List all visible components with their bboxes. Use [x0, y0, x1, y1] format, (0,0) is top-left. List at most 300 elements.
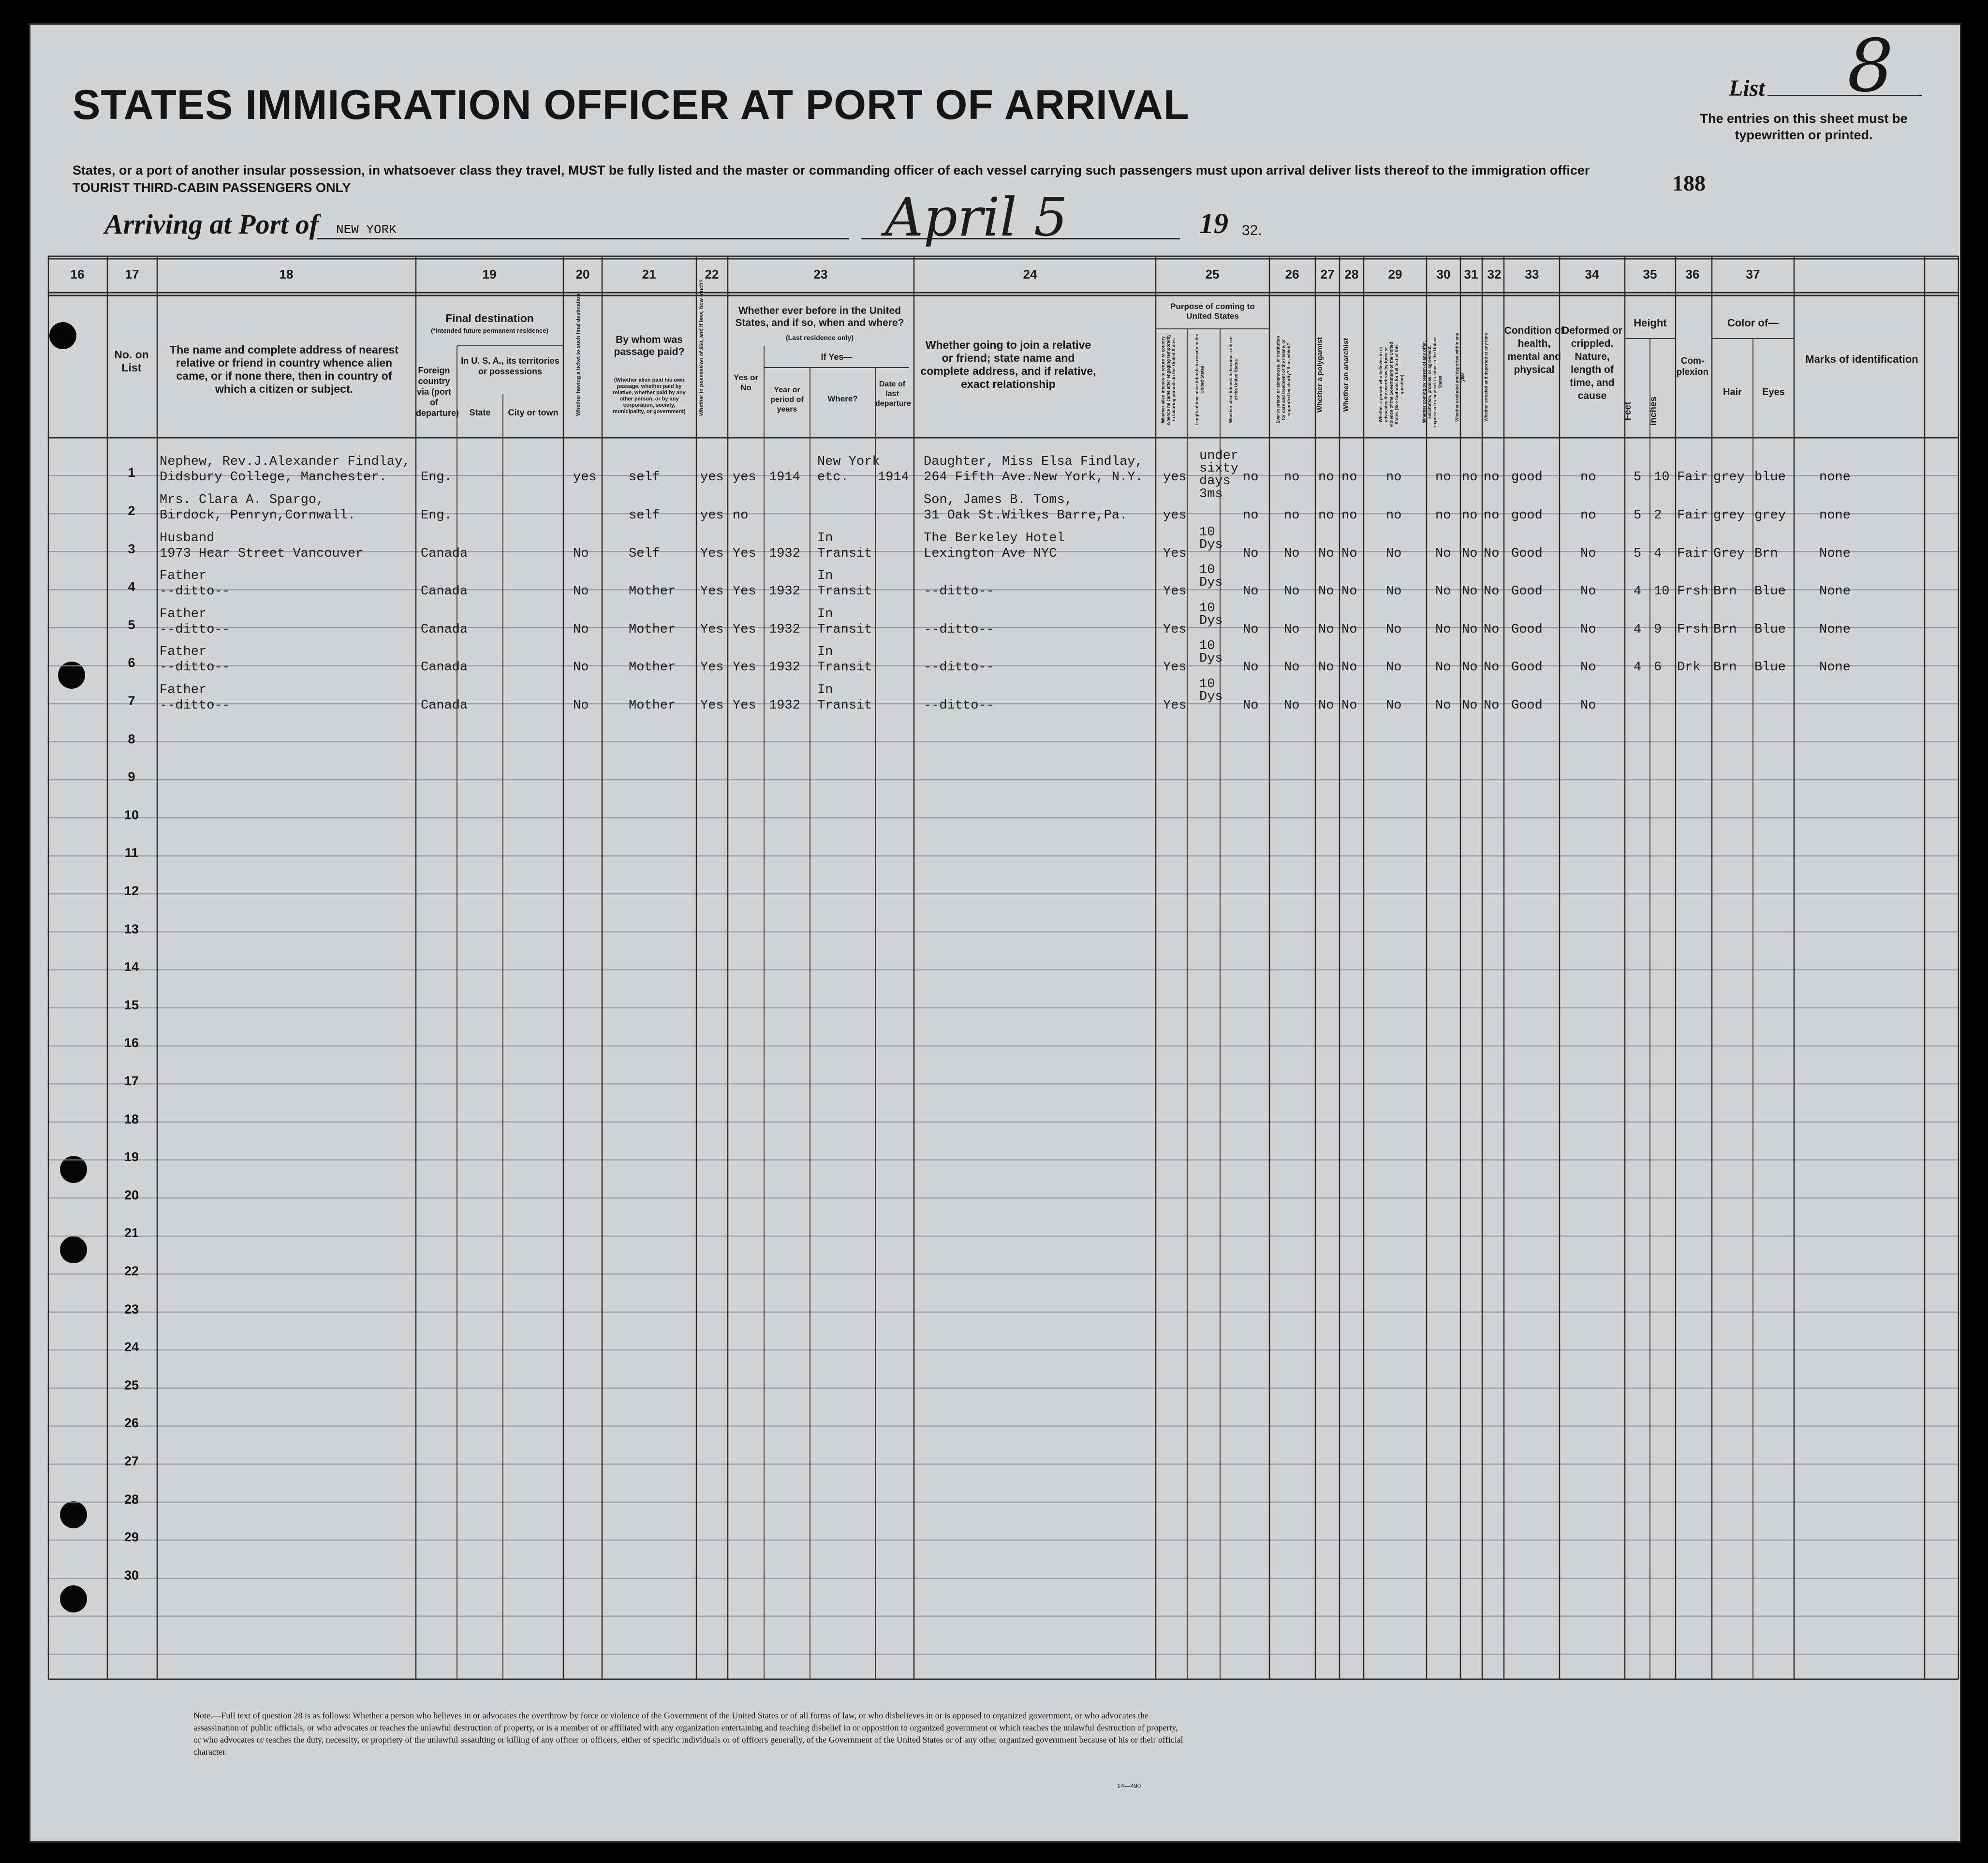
entry-purpose: Yes — [1163, 584, 1187, 599]
column-number: 36 — [1685, 267, 1700, 281]
entry-feet: 4 — [1634, 622, 1642, 637]
entry-overthrow: No — [1386, 584, 1402, 599]
entry-citizen: No — [1243, 698, 1259, 713]
arrival-date: April 5 — [885, 186, 1068, 248]
entry-before: Yes — [733, 698, 756, 713]
column-number: 22 — [705, 267, 719, 281]
entry-health: Good — [1511, 698, 1543, 713]
header-purpose-citizen: Whether alien intends to become a citizen of the United States — [1228, 336, 1238, 423]
entry-polygamist: No — [1318, 546, 1334, 561]
header-color: Color of— — [1727, 317, 1779, 329]
entry-where-1: In — [817, 531, 833, 546]
entry-money: Yes — [700, 584, 724, 599]
entry-hair: Grey — [1713, 546, 1745, 561]
column-number: 34 — [1585, 267, 1599, 281]
header-final-destination: Final destination — [445, 312, 534, 325]
entry-marks: none — [1819, 470, 1851, 485]
entry-marks: None — [1819, 622, 1851, 637]
entry-money: Yes — [700, 698, 724, 713]
entry-offer: No — [1435, 622, 1451, 637]
column-number: 29 — [1388, 267, 1402, 281]
entry-length-1: 10 — [1199, 639, 1215, 654]
row-number: 24 — [124, 1340, 139, 1355]
column-number: 32 — [1487, 267, 1502, 281]
entry-join-2: --ditto-- — [924, 584, 994, 599]
year-suffix: 32. — [1242, 222, 1262, 238]
header-foreign-country: Foreign country via (port of departure) — [416, 366, 459, 418]
entry-relative-1: Father — [160, 645, 207, 660]
row-number: 21 — [124, 1226, 139, 1241]
row-number: 2 — [128, 503, 135, 518]
header-polygamist: Whether a polygamist — [1316, 337, 1324, 413]
entry-prison: No — [1284, 660, 1300, 675]
entry-foreign: Eng. — [421, 508, 452, 523]
entry-health: Good — [1511, 622, 1543, 637]
entry-arrested: no — [1484, 470, 1500, 485]
row-number: 11 — [124, 845, 139, 860]
entry-deformed: No — [1580, 584, 1596, 599]
header-height: Height — [1634, 317, 1667, 329]
entry-offer: No — [1435, 584, 1451, 599]
row-number: 20 — [124, 1187, 139, 1202]
entry-paid: Self — [629, 546, 660, 561]
entry-feet: 5 — [1634, 508, 1642, 523]
entry-length-2: Dys — [1199, 689, 1223, 704]
column-number: 19 — [482, 267, 497, 281]
entry-feet: 5 — [1634, 470, 1642, 485]
row-number: 14 — [124, 960, 139, 975]
entry-year: 1932 — [769, 546, 800, 561]
entry-length-1: 3ms — [1199, 487, 1223, 502]
row-number: 12 — [124, 883, 139, 898]
footnote: Note.—Full text of question 28 is as follows: Whether a person who believes in or advocates the overthrow by force or violence of the Government of the United States or of all forms of law, or who disbelieves in or is opposed to organized government, or who advocates the assassination of public officials, or who advocates or teaches the unlawful destruction of property, or is a member of or affiliated with any organization entertaining and teaching disbelief in or opposition to organized government or which teaches the unlawful destruction of property, or who advocates or teaches the duty, necessity, or propriety of the unlawful assaulting or killing of any officer or officers, either of specific individuals or of officers generally, of the Government of the United States or of any other organized government because of his or their official character. — [193, 1711, 1183, 1757]
entry-prison: No — [1284, 698, 1300, 713]
arrival-port: NEW YORK — [336, 222, 397, 237]
entry-deformed: No — [1580, 546, 1596, 561]
header-going-to-join: Whether going to join a relative or friend; state name and complete address, and if relative, exact relationship — [920, 339, 1096, 390]
entry-hair: grey — [1713, 470, 1745, 485]
entry-complexion: Fair — [1677, 546, 1708, 561]
entry-hair: Brn — [1713, 660, 1737, 675]
entry-length-2: Dys — [1199, 651, 1223, 666]
entry-feet: 4 — [1634, 584, 1642, 599]
header-ticket: Whether having a ticket to such final destination — [575, 293, 581, 416]
entry-health: good — [1511, 470, 1543, 485]
entry-ticket: No — [573, 622, 589, 637]
header-before-yes-no: Yes or No — [733, 373, 759, 392]
entry-length-2: Dys — [1199, 576, 1223, 591]
entry-money: Yes — [700, 546, 724, 561]
entry-eyes: Brn — [1754, 546, 1778, 561]
entry-eyes: blue — [1754, 470, 1786, 485]
entry-foreign: Canada — [421, 698, 468, 713]
entry-relative-1: Mrs. Clara A. Spargo, — [160, 492, 324, 507]
row-number: 10 — [124, 807, 139, 822]
header-final-destination-note: (*Intended future permanent residence) — [431, 327, 548, 334]
column-number: 28 — [1344, 267, 1359, 281]
entry-foreign: Canada — [421, 546, 468, 561]
entry-arrested: No — [1484, 698, 1500, 713]
entry-deformed: no — [1580, 508, 1596, 523]
entry-length-3: days — [1199, 474, 1231, 489]
entry-deformed: No — [1580, 698, 1596, 713]
entry-departure: 1914 — [878, 470, 909, 485]
entry-where-1: In — [817, 645, 833, 660]
header-eyes: Eyes — [1762, 387, 1785, 398]
entry-before: yes — [733, 470, 756, 485]
entry-citizen: no — [1243, 470, 1259, 485]
list-number: 8 — [1847, 24, 1894, 108]
entry-eyes: Blue — [1754, 584, 1786, 599]
column-number: 33 — [1525, 267, 1539, 281]
entry-relative-1: Father — [160, 682, 207, 697]
entry-marks: none — [1819, 508, 1851, 523]
entry-health: good — [1511, 508, 1543, 523]
entry-paid: Mother — [629, 660, 676, 675]
entry-length-2: Dys — [1199, 613, 1223, 628]
entry-relative-2: Birdock, Penryn,Cornwall. — [160, 508, 356, 523]
entry-inches: 10 — [1654, 470, 1670, 485]
entry-foreign: Canada — [421, 622, 468, 637]
entry-relative-2: --ditto-- — [160, 584, 230, 599]
header-deformed: Deformed or crippled. Nature, length of time, and cause — [1562, 325, 1622, 401]
entry-prison: no — [1284, 470, 1300, 485]
entry-eyes: grey — [1754, 508, 1786, 523]
entry-where-2: Transit — [817, 698, 872, 713]
entry-purpose: Yes — [1163, 622, 1187, 637]
header-before-in-us: Whether ever before in the United States, and if so, when and where? — [735, 305, 904, 328]
entry-before: no — [733, 508, 749, 523]
entry-paid: self — [629, 470, 660, 485]
entry-excluded: no — [1462, 470, 1478, 485]
entry-offer: No — [1435, 698, 1451, 713]
entry-relative-2: Didsbury College, Manchester. — [160, 470, 387, 485]
row-number: 15 — [124, 997, 139, 1012]
row-number: 16 — [124, 1035, 139, 1050]
entry-money: Yes — [700, 660, 724, 675]
header-offer: Whether coming by reason of any offer, solicitation, promise, or agreement, expressed or implied, to labor in the United States — [1422, 337, 1443, 427]
entry-offer: no — [1435, 470, 1451, 485]
entry-where-2: Transit — [817, 546, 872, 561]
column-number: 35 — [1643, 267, 1657, 281]
entry-overthrow: no — [1386, 508, 1402, 523]
entry-join-1: Son, James B. Toms, — [924, 492, 1073, 507]
entry-join-2: --ditto-- — [924, 698, 994, 713]
entry-deformed: No — [1580, 660, 1596, 675]
arriving-label: Arriving at Port of — [104, 208, 319, 240]
entry-relative-2: --ditto-- — [160, 698, 230, 713]
entry-purpose: yes — [1163, 470, 1187, 485]
year-prefix: 19 — [1199, 207, 1228, 239]
entry-ticket: No — [573, 698, 589, 713]
entry-overthrow: No — [1386, 622, 1402, 637]
header-passage-paid: By whom was passage paid? — [614, 334, 685, 357]
column-number: 25 — [1205, 267, 1220, 281]
entry-join-2: --ditto-- — [924, 622, 994, 637]
entry-anarchist: no — [1341, 508, 1357, 523]
entry-polygamist: No — [1318, 698, 1334, 713]
row-number: 19 — [124, 1150, 139, 1165]
header-last-departure: Date of last departure — [875, 380, 911, 408]
entry-length-1: 10 — [1199, 677, 1215, 692]
form-title: STATES IMMIGRATION OFFICER AT PORT OF ARRIVAL — [73, 82, 1190, 128]
entries-notice: The entries on this sheet must be typewritten or printed. — [1700, 111, 1908, 142]
entry-arrested: No — [1484, 584, 1500, 599]
entry-feet: 5 — [1634, 546, 1642, 561]
column-number: 30 — [1436, 267, 1451, 281]
entry-citizen: No — [1243, 622, 1259, 637]
header-excluded: Whether excluded and deported within one year — [1455, 333, 1465, 422]
row-number: 27 — [124, 1453, 139, 1468]
column-number: 26 — [1285, 267, 1299, 281]
entry-where-1: In — [817, 569, 833, 584]
entry-complexion: Fair — [1677, 508, 1708, 523]
entry-health: Good — [1511, 584, 1543, 599]
entry-ticket: No — [573, 584, 589, 599]
entry-overthrow: No — [1386, 660, 1402, 675]
entry-where-1: New York — [817, 455, 880, 470]
form-number: 14—490 — [1117, 1782, 1141, 1789]
header-purpose-length: Length of time alien intends to remain in the United States — [1194, 334, 1205, 426]
entry-before: Yes — [733, 584, 756, 599]
entry-inches: 2 — [1654, 508, 1662, 523]
column-number: 18 — [279, 267, 294, 281]
header-marks: Marks of identification — [1805, 353, 1918, 365]
column-number: 37 — [1746, 267, 1760, 281]
entry-health: Good — [1511, 660, 1543, 675]
entry-where-2: Transit — [817, 584, 872, 599]
entry-complexion: Frsh — [1677, 584, 1708, 599]
entry-complexion: Fair — [1677, 470, 1708, 485]
entry-ticket: No — [573, 660, 589, 675]
entry-where-1: In — [817, 682, 833, 697]
header-purpose: Purpose of coming to United States — [1170, 302, 1255, 321]
header-money: Whether in possession of $50, and if less, how much? — [699, 279, 705, 416]
entry-prison: No — [1284, 622, 1300, 637]
column-number: 31 — [1464, 267, 1478, 281]
entry-purpose: Yes — [1163, 546, 1187, 561]
entry-purpose: Yes — [1163, 660, 1187, 675]
entry-hair: Brn — [1713, 584, 1737, 599]
entry-anarchist: No — [1341, 698, 1357, 713]
column-number: 17 — [125, 267, 139, 281]
row-number: 29 — [124, 1530, 139, 1545]
header-year: Year or period of years — [770, 386, 804, 414]
list-label: List — [1729, 75, 1765, 101]
entry-polygamist: No — [1318, 622, 1334, 637]
entry-polygamist: No — [1318, 584, 1334, 599]
entry-where-2: etc. — [817, 470, 849, 485]
entry-join-2: Lexington Ave NYC — [924, 546, 1057, 561]
header-inches: Inches — [1649, 396, 1659, 426]
entry-where-1: In — [817, 606, 833, 621]
page-number: 188 — [1672, 171, 1706, 195]
entry-health: Good — [1511, 546, 1543, 561]
entry-relative-1: Nephew, Rev.J.Alexander Findlay, — [160, 455, 411, 470]
entry-paid: Mother — [629, 584, 676, 599]
header-feet: Feet — [1623, 401, 1633, 421]
entry-offer: no — [1435, 508, 1451, 523]
header-where: Where? — [827, 394, 858, 403]
entry-purpose: Yes — [1163, 698, 1187, 713]
header-state: State — [469, 408, 491, 417]
entry-year: 1932 — [769, 622, 800, 637]
entry-offer: No — [1435, 546, 1451, 561]
row-number: 23 — [124, 1301, 139, 1316]
entry-join-2: 264 Fifth Ave.New York, N.Y. — [924, 470, 1143, 485]
header-city: City or town — [508, 408, 559, 417]
column-number: 27 — [1320, 267, 1335, 281]
entry-eyes: Blue — [1754, 660, 1786, 675]
entry-citizen: no — [1243, 508, 1259, 523]
entry-ticket: No — [573, 546, 589, 561]
entry-relative-1: Father — [160, 606, 207, 621]
header-passage-paid-note: (Whether alien paid his own passage, whether paid by relative, whether paid by any other person, or by any corporation, society, municipality, or government) — [613, 377, 686, 414]
entry-marks: None — [1819, 660, 1851, 675]
header-anarchist: Whether an anarchist — [1342, 338, 1350, 412]
entry-relative-2: --ditto-- — [160, 660, 230, 675]
header-before-note: (Last residence only) — [785, 334, 854, 341]
row-number: 5 — [128, 617, 135, 632]
entry-join-1: Daughter, Miss Elsa Findlay, — [924, 455, 1143, 470]
entry-offer: No — [1435, 660, 1451, 675]
entry-excluded: No — [1462, 584, 1478, 599]
entry-year: 1932 — [769, 698, 800, 713]
entry-length-1: 10 — [1199, 525, 1215, 540]
entry-length-1: 10 — [1199, 601, 1215, 616]
entry-anarchist: no — [1341, 470, 1357, 485]
entry-length-2: Dys — [1199, 537, 1223, 552]
entry-anarchist: No — [1341, 546, 1357, 561]
entry-prison: no — [1284, 508, 1300, 523]
header-prison: Ever in prison or almshouse, or institution for care and treatment of the insane, or supported by charity? If so, which? — [1276, 336, 1291, 424]
intro-line-2: TOURIST THIRD-CABIN PASSENGERS ONLY — [73, 180, 351, 195]
entry-marks: None — [1819, 546, 1851, 561]
entry-marks: None — [1819, 584, 1851, 599]
entry-citizen: No — [1243, 660, 1259, 675]
entry-before: Yes — [733, 546, 756, 561]
entry-overthrow: No — [1386, 546, 1402, 561]
entry-ticket: yes — [573, 470, 597, 485]
entry-relative-2: --ditto-- — [160, 622, 230, 637]
entry-excluded: No — [1462, 622, 1478, 637]
header-relative: The name and complete address of nearest relative or friend in country whence alien came, or if none there, then in country of which a citizen or subject. — [170, 343, 398, 395]
entry-arrested: no — [1484, 508, 1500, 523]
entry-length-1: 10 — [1199, 563, 1215, 578]
column-number: 20 — [575, 267, 590, 281]
entry-join-2: --ditto-- — [924, 660, 994, 675]
header-no-on-list: No. on List — [114, 348, 149, 374]
entry-inches: 9 — [1654, 622, 1662, 637]
entry-where-2: Transit — [817, 622, 872, 637]
entry-overthrow: No — [1386, 698, 1402, 713]
entry-overthrow: no — [1386, 470, 1402, 485]
header-purpose-return: Whether alien intends to return to country whence he came after engaging temporarily in laboring pursuits in the United States — [1161, 334, 1176, 425]
entry-deformed: No — [1580, 622, 1596, 637]
entry-citizen: No — [1243, 584, 1259, 599]
entry-paid: Mother — [629, 698, 676, 713]
entry-polygamist: no — [1318, 470, 1334, 485]
entry-money: yes — [700, 470, 724, 485]
entry-length-1: under — [1199, 449, 1239, 464]
row-number: 9 — [128, 769, 135, 784]
entry-length-2: sixty — [1199, 461, 1239, 476]
row-number: 6 — [128, 655, 135, 670]
entry-complexion: Frsh — [1677, 622, 1708, 637]
entry-complexion: Drk — [1677, 660, 1701, 675]
row-number: 26 — [124, 1416, 139, 1431]
header-complexion: Com-plexion — [1676, 356, 1709, 377]
row-number: 25 — [124, 1377, 139, 1392]
entry-excluded: No — [1462, 546, 1478, 561]
entry-polygamist: no — [1318, 508, 1334, 523]
entry-arrested: No — [1484, 622, 1500, 637]
row-number: 22 — [124, 1263, 139, 1278]
entry-anarchist: No — [1341, 622, 1357, 637]
entry-prison: No — [1284, 584, 1300, 599]
row-number: 17 — [124, 1073, 139, 1088]
column-number: 21 — [642, 267, 656, 281]
entry-before: Yes — [733, 660, 756, 675]
entry-hair: grey — [1713, 508, 1745, 523]
entry-where-2: Transit — [817, 660, 872, 675]
entry-inches: 10 — [1654, 584, 1670, 599]
entry-eyes: Blue — [1754, 622, 1786, 637]
row-number: 8 — [128, 731, 135, 746]
entry-year: 1914 — [769, 470, 800, 485]
row-number: 3 — [128, 541, 135, 556]
entry-hair: Brn — [1713, 622, 1737, 637]
entry-anarchist: No — [1341, 584, 1357, 599]
row-number: 4 — [128, 579, 135, 594]
intro-line-1: States, or a port of another insular possession, in whatsoever class they travel, MUST be fully listed and the master or commanding officer of each vessel carrying such passengers must upon arrival deliver lists thereof to the immigration officer — [73, 163, 1590, 177]
header-hair: Hair — [1723, 387, 1742, 398]
entry-excluded: No — [1462, 660, 1478, 675]
entry-excluded: No — [1462, 698, 1478, 713]
entry-anarchist: No — [1341, 660, 1357, 675]
entry-excluded: no — [1462, 508, 1478, 523]
entry-inches: 4 — [1654, 546, 1662, 561]
entry-year: 1932 — [769, 584, 800, 599]
row-number: 30 — [124, 1567, 139, 1582]
header-arrested: Whether arrested and deported at any time — [1484, 333, 1488, 422]
entry-paid: Mother — [629, 622, 676, 637]
entry-foreign: Canada — [421, 584, 468, 599]
header-health: Condition of health, mental and physical — [1504, 325, 1564, 375]
entry-year: 1932 — [769, 660, 800, 675]
entry-prison: No — [1284, 546, 1300, 561]
entry-arrested: No — [1484, 546, 1500, 561]
entry-feet: 4 — [1634, 660, 1642, 675]
entry-foreign: Eng. — [421, 470, 452, 485]
header-overthrow: Whether a person who believes in or advocates the overthrow by force or violence of the Government of the United States (See footnote for full text of this question) — [1378, 341, 1404, 428]
column-number: 24 — [1023, 267, 1037, 281]
entry-money: yes — [700, 508, 724, 523]
entry-foreign: Canada — [421, 660, 468, 675]
header-if-yes: If Yes— — [821, 352, 853, 362]
entry-polygamist: No — [1318, 660, 1334, 675]
entry-relative-1: Husband — [160, 531, 215, 546]
entry-money: Yes — [700, 622, 724, 637]
column-number: 23 — [813, 267, 828, 281]
row-number: 1 — [128, 465, 135, 480]
row-number: 18 — [124, 1111, 139, 1126]
entry-join-1: The Berkeley Hotel — [924, 531, 1065, 546]
entry-before: Yes — [733, 622, 756, 637]
entry-arrested: No — [1484, 660, 1500, 675]
entry-relative-1: Father — [160, 569, 207, 584]
entry-relative-2: 1973 Hear Street Vancouver — [160, 546, 364, 561]
